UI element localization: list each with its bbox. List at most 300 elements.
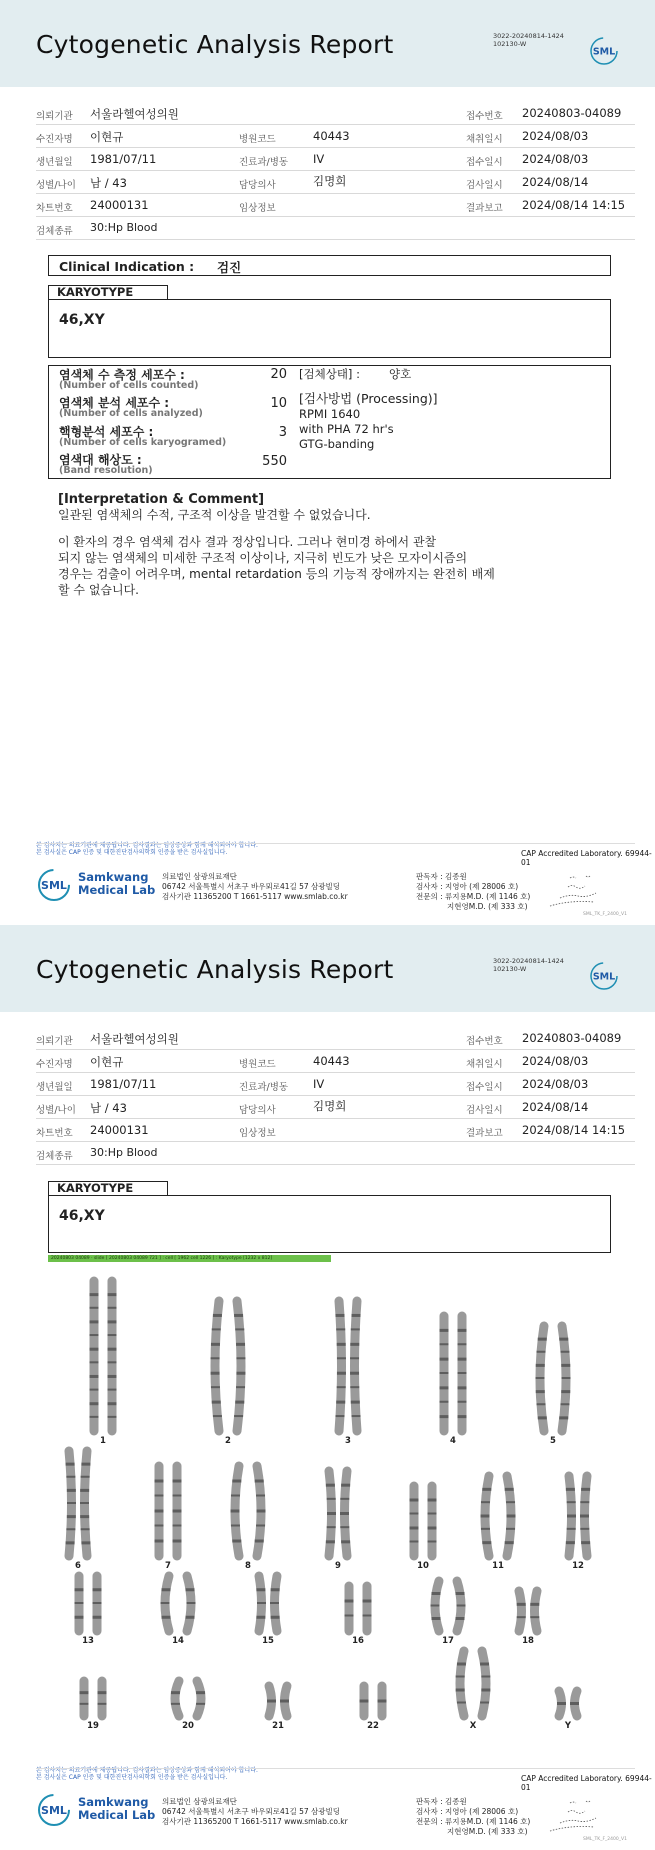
chromosome-band <box>567 1528 576 1530</box>
chromosome-pair-Y <box>557 1691 579 1716</box>
sex-age-label: 성별/나이 <box>36 180 76 191</box>
chromosome-band <box>81 1528 90 1530</box>
footer-divider-2 <box>36 1768 635 1769</box>
form-code: SML_TK_F_2400_V1 <box>583 912 627 917</box>
info-row-2 <box>36 125 635 148</box>
chromosome-band <box>90 1334 99 1336</box>
chromosome-band <box>440 1415 449 1418</box>
clinical-info-label: 임상정보 <box>239 203 276 214</box>
chromosome-band <box>66 1463 75 1466</box>
chromosome-band <box>211 1343 220 1346</box>
chromosome-pair-20 <box>171 1681 205 1716</box>
sex-age-value: 남 / 43 <box>90 1101 127 1115</box>
sml-footer-logo-icon <box>36 867 72 903</box>
interpretation-section <box>58 492 618 598</box>
footer-brand-line-1: Samkwang <box>78 1795 149 1809</box>
chromosome-band <box>562 1377 571 1379</box>
chromosome-band <box>458 1415 467 1418</box>
header-code-2: 102130-W <box>493 40 527 48</box>
processing-line-3: GTG-banding <box>299 437 375 451</box>
chromosome-label-Y: Y <box>564 1721 572 1731</box>
footer-address <box>162 872 348 902</box>
chromosome-band <box>432 1617 441 1620</box>
chromosome-band <box>80 1691 89 1694</box>
chromosome-label-14: 14 <box>172 1636 184 1646</box>
chromosome-band <box>530 1616 539 1618</box>
signature-icon <box>540 1797 620 1837</box>
chromosome-pair-12 <box>566 1476 590 1556</box>
header-code-1: 3022-20240814-1424 <box>493 957 564 965</box>
chromosome-band <box>340 1526 349 1528</box>
chromosome-pair-6 <box>66 1451 91 1556</box>
cap-accreditation-2: CAP Accredited Laboratory. 69944-01 <box>521 1774 652 1792</box>
chromosome-pair-8 <box>231 1466 266 1556</box>
chromosome-band <box>108 1334 117 1336</box>
dob-label: 생년월일 <box>36 1082 73 1093</box>
chromosome-band <box>457 1605 466 1607</box>
chromosome-band <box>561 1351 570 1353</box>
footer-staff <box>416 872 530 912</box>
chromosome-label-7: 7 <box>165 1561 171 1571</box>
band-resolution-value: 550 <box>262 454 287 469</box>
header-code-1: 3022-20240814-1424 <box>493 32 564 40</box>
chromosome-label-X: X <box>469 1721 477 1731</box>
chromosome-band <box>75 1602 84 1604</box>
chromosome-band <box>211 1372 220 1375</box>
footer-staff-specialist-1: 전문의 : 류지용M.D. (제 1146 호) <box>416 1817 531 1826</box>
chromosome-pair-11 <box>481 1476 516 1556</box>
chromosome-band <box>161 1602 170 1604</box>
footer-address-line-3: 검사기관 11365200 T 1661-5117 www.smlab.co.kr <box>162 892 348 901</box>
sml-logo-text: SML <box>592 46 616 58</box>
chromosome-band <box>536 1390 545 1393</box>
chromosome-band <box>506 1501 515 1503</box>
cells-karyogramed-ko: 핵형분석 세포수 : <box>59 425 154 439</box>
chromosome-band <box>570 1702 579 1705</box>
chromosome-band <box>108 1320 117 1323</box>
processing-line-1: RPMI 1640 <box>299 407 361 421</box>
chromosome-band <box>108 1307 117 1309</box>
receipt-no-value: 20240803-04089 <box>522 106 622 120</box>
interpretation-comment-line-1: 이 환자의 경우 염색체 검사 결과 정상입니다. 그러나 현미경 하에서 관찰 <box>58 535 437 549</box>
chromosome-band <box>432 1592 441 1595</box>
chromosome-band <box>428 1499 437 1502</box>
chromosome-band <box>81 1463 90 1466</box>
patient-name-label: 수진자명 <box>36 1059 73 1070</box>
chromosome-band <box>173 1540 182 1543</box>
chromosome-pair-3 <box>335 1301 360 1431</box>
chromosome-band <box>67 1515 76 1518</box>
hospital-code-value: 40443 <box>313 129 350 143</box>
chromosome-band <box>440 1329 449 1332</box>
doctor-value: 김명희 <box>313 1099 347 1113</box>
report-header-2 <box>0 925 655 1012</box>
footer-staff-tester: 검사자 : 지영아 (제 28006 호) <box>416 882 519 891</box>
chromosome-pair-21 <box>267 1686 289 1716</box>
footer-staff-specialist-2: 지현영M.D. (제 333 호) <box>447 1827 528 1836</box>
chromosome-pair-2 <box>211 1301 246 1431</box>
interpretation-comment-line-2: 되지 않는 염색체의 미세한 구조적 이상이나, 지극히 빈도가 낮은 모자이시즘의 <box>58 551 468 565</box>
chromosome-band <box>212 1401 221 1404</box>
chromosome-pair-13 <box>75 1576 102 1631</box>
chromosome-pair-X <box>456 1651 491 1716</box>
chromosome-band <box>456 1676 465 1678</box>
report-date-label: 결과보고 <box>466 1128 503 1139</box>
chromosome-band <box>566 1541 575 1544</box>
dob-value: 1981/07/11 <box>90 1077 157 1091</box>
chromosome-band <box>235 1328 244 1330</box>
report-date-label: 결과보고 <box>466 203 503 214</box>
chromosome-band <box>352 1314 361 1317</box>
specimen-type-value: 30:Hp Blood <box>90 221 158 234</box>
chromosome-band <box>80 1515 89 1518</box>
chromosome-band <box>257 1602 266 1604</box>
clinical-indication-label: Clinical Indication : <box>59 259 195 274</box>
sml-logo-icon <box>589 961 619 991</box>
specimen-status-value: 양호 <box>389 367 412 381</box>
karyogram-image <box>48 1273 628 1733</box>
chromosome-band <box>506 1528 515 1530</box>
chromosome-band <box>80 1489 89 1492</box>
chart-no-label: 차트번호 <box>36 203 73 214</box>
institution-label: 의뢰기관 <box>36 1036 73 1047</box>
chromosome-band <box>530 1603 539 1606</box>
info-row-1 <box>36 1027 635 1050</box>
collection-date-label: 채취일시 <box>466 134 503 145</box>
chromosome-band <box>232 1540 241 1543</box>
chromosome-band <box>67 1502 76 1504</box>
info-row-1 <box>36 102 635 125</box>
chromosome-band <box>505 1488 514 1491</box>
clinical-indication-box <box>48 255 611 276</box>
chromosome-band <box>187 1602 196 1604</box>
clinical-indication-value: 검진 <box>217 260 242 275</box>
cells-analyzed-label <box>59 397 203 419</box>
karyotype-value-2: 46,XY <box>59 1208 105 1224</box>
footer-note-1: 본 검사지는 의료기관에 제공됩니다. 검사결과는 임상증상과 함께 해석되어야 합니다. <box>36 842 258 849</box>
chromosome-band <box>196 1703 205 1705</box>
chromosome-band <box>580 1515 589 1518</box>
chromosome-pair-9 <box>326 1471 350 1556</box>
karyotype-box <box>48 299 611 358</box>
chromosome-band <box>457 1663 466 1666</box>
chromosome-band <box>155 1480 164 1483</box>
chromosome-X-a <box>460 1651 464 1716</box>
footer-staff-reader: 판독자 : 김종원 <box>416 872 467 881</box>
chromosome-band <box>458 1343 467 1345</box>
footer-brand-2 <box>78 1796 155 1822</box>
chromosome-band <box>566 1488 575 1491</box>
chromosome-band <box>350 1386 359 1388</box>
footer-brand-line-2: Medical Lab <box>78 1808 156 1822</box>
test-date-label: 검사일시 <box>466 180 503 191</box>
chromosome-label-10: 10 <box>417 1561 429 1571</box>
interpretation-comment-line-3: 경우는 검출이 어려우며, mental retardation 등의 기능적 장애까지는 완전히 배제 <box>58 567 495 581</box>
chromosome-band <box>75 1616 84 1619</box>
chromosome-pair-10 <box>410 1486 437 1556</box>
chromosome-band <box>93 1588 102 1591</box>
chromosome-band <box>81 1541 90 1544</box>
cap-accreditation: CAP Accredited Laboratory. 69944-01 <box>521 849 652 867</box>
chromosome-label-2: 2 <box>225 1436 231 1446</box>
chromosome-band <box>66 1476 75 1478</box>
chromosome-label-8: 8 <box>245 1561 251 1571</box>
report-title: Cytogenetic Analysis Report <box>36 30 394 59</box>
chromosome-band <box>90 1416 99 1418</box>
chromosome-band <box>352 1415 361 1417</box>
chromosome-band <box>108 1293 117 1296</box>
chromosome-band <box>155 1510 164 1513</box>
chromosome-band <box>236 1343 245 1346</box>
chromosome-band <box>173 1480 182 1483</box>
chromosome-band <box>171 1703 180 1705</box>
institution-value: 서울라헬여성의원 <box>90 1032 179 1046</box>
footer-note-2: 본 검사실은 CAP 인증 및 대한진단검사의학회 인증을 받은 검사실입니다. <box>36 849 228 856</box>
receive-date-label: 접수일시 <box>466 157 503 168</box>
footer-staff-reader: 판독자 : 김종원 <box>416 1797 467 1806</box>
chromosome-band <box>271 1588 280 1591</box>
chromosome-band <box>232 1480 241 1483</box>
chromosome-label-9: 9 <box>335 1561 341 1571</box>
chromosome-band <box>186 1588 195 1591</box>
chromosome-band <box>255 1540 264 1543</box>
chromosome-band <box>440 1343 449 1345</box>
chromosome-label-18: 18 <box>522 1636 534 1646</box>
band-resolution-label <box>59 454 153 476</box>
chromosome-band <box>410 1541 419 1543</box>
chromosome-band <box>363 1600 372 1603</box>
chromosome-band <box>173 1495 182 1497</box>
chromosome-band <box>561 1364 570 1367</box>
test-date-value: 2024/08/14 <box>522 175 589 189</box>
dob-label: 생년월일 <box>36 157 73 168</box>
chromosome-20-b <box>197 1681 201 1716</box>
chromosome-label-13: 13 <box>82 1636 94 1646</box>
chromosome-band <box>211 1357 220 1359</box>
footer-address-line-2: 06742 서울특별시 서초구 바우뫼로41길 57 삼광빌딩 <box>162 1807 341 1816</box>
chromosome-band <box>66 1541 75 1544</box>
chromosome-band <box>410 1499 419 1502</box>
receive-date-label: 접수일시 <box>466 1082 503 1093</box>
chromosome-18-b <box>535 1591 538 1631</box>
chromosome-band <box>428 1541 437 1543</box>
footer-brand-line-1: Samkwang <box>78 870 149 884</box>
chromosome-band <box>235 1401 244 1404</box>
chart-no-value: 24000131 <box>90 1123 149 1137</box>
chromosome-pair-1 <box>90 1281 117 1431</box>
cells-analyzed-en: (Number of cells analyzed) <box>59 408 203 419</box>
cell-counts-box <box>48 365 611 479</box>
chromosome-band <box>351 1401 360 1404</box>
cells-karyogramed-en: (Number of cells karyogramed) <box>59 437 227 448</box>
chromosome-label-16: 16 <box>352 1636 364 1646</box>
chromosome-label-21: 21 <box>272 1721 284 1731</box>
doctor-label: 담당의사 <box>239 180 276 191</box>
chromosome-band <box>270 1602 279 1604</box>
footer-notes-2 <box>36 1767 436 1781</box>
chromosome-band <box>341 1540 350 1543</box>
info-row-5 <box>36 1119 635 1142</box>
chromosome-band <box>257 1510 266 1513</box>
chromosome-band <box>173 1510 182 1513</box>
chromosome-band <box>98 1691 107 1694</box>
chromosome-band <box>440 1358 449 1361</box>
chromosome-band <box>410 1527 419 1530</box>
chromosome-band <box>108 1389 117 1391</box>
sml-footer-logo-text: SML <box>41 879 67 892</box>
chromosome-18-a <box>519 1591 522 1631</box>
info-row-6 <box>36 1142 635 1165</box>
chromosome-2-b <box>237 1301 241 1431</box>
chromosome-band <box>456 1617 465 1620</box>
test-date-value: 2024/08/14 <box>522 1100 589 1114</box>
chromosome-band <box>482 1488 491 1491</box>
chromosome-band <box>108 1361 117 1363</box>
cells-counted-en: (Number of cells counted) <box>59 380 199 391</box>
chromosome-band <box>256 1525 265 1527</box>
chromosome-band <box>236 1357 245 1359</box>
chromosome-band <box>536 1364 545 1367</box>
chromosome-pair-4 <box>440 1316 467 1431</box>
chart-no-label: 차트번호 <box>36 1128 73 1139</box>
chromosome-band <box>458 1358 467 1361</box>
institution-label: 의뢰기관 <box>36 111 73 122</box>
footer-staff-tester: 검사자 : 지영아 (제 28006 호) <box>416 1807 519 1816</box>
cells-analyzed-value: 10 <box>270 396 287 411</box>
chromosome-band <box>256 1588 265 1591</box>
chromosome-band <box>340 1498 349 1500</box>
chromosome-band <box>337 1343 346 1346</box>
footer-brand <box>78 871 155 897</box>
chromosome-band <box>538 1416 547 1419</box>
chromosome-pair-17 <box>431 1581 466 1631</box>
footer-brand-line-2: Medical Lab <box>78 883 156 897</box>
image-info-strip: 20240803 04089 · slide [ 20240803 04089 721 ] : cell [ 1962 cell 1226 ] : Karyotype [1232 x 812] <box>48 1255 331 1262</box>
chromosome-band <box>458 1372 467 1374</box>
chromosome-band <box>481 1515 490 1518</box>
report-header <box>0 0 655 87</box>
chromosome-band <box>90 1402 99 1405</box>
doctor-label: 담당의사 <box>239 1105 276 1116</box>
chromosome-pair-18 <box>517 1591 540 1631</box>
specimen-type-value: 30:Hp Blood <box>90 1146 158 1159</box>
band-resolution-ko: 염색대 해상도 : <box>59 453 142 467</box>
receipt-no-value: 20240803-04089 <box>522 1031 622 1045</box>
chromosome-band <box>255 1480 264 1483</box>
collection-date-value: 2024/08/03 <box>522 1054 589 1068</box>
chromosome-band <box>93 1602 102 1604</box>
chromosome-band <box>155 1540 164 1543</box>
chromosome-label-15: 15 <box>262 1636 274 1646</box>
collection-date-value: 2024/08/03 <box>522 129 589 143</box>
footer-note-2: 본 검사실은 CAP 인증 및 대한진단검사의학회 인증을 받은 검사실입니다. <box>36 1774 228 1781</box>
header-code-2: 102130-W <box>493 965 527 973</box>
chromosome-band <box>580 1501 589 1503</box>
karyotype-box-2 <box>48 1195 611 1253</box>
chromosome-band <box>108 1375 117 1378</box>
cells-counted-ko: 염색체 수 측정 세포수 : <box>59 368 185 382</box>
header-codes <box>493 32 564 48</box>
patient-name-value: 이현규 <box>90 130 124 144</box>
chromosome-band <box>567 1501 576 1503</box>
chromosome-band <box>236 1372 245 1375</box>
chromosome-band <box>561 1390 570 1393</box>
footer-note-1: 본 검사지는 의료기관에 제공됩니다. 검사결과는 임상증상과 함께 해석되어야 합니다. <box>36 1767 258 1774</box>
processing-line-2: with PHA 72 hr's <box>299 422 394 436</box>
chromosome-band <box>378 1700 387 1703</box>
karyotype-value: 46,XY <box>59 312 105 328</box>
chromosome-label-17: 17 <box>442 1636 454 1646</box>
chromosome-band <box>90 1375 99 1378</box>
chromosome-band <box>456 1689 465 1692</box>
chromosome-band <box>345 1600 354 1603</box>
chromosome-band <box>155 1495 164 1497</box>
chromosome-band <box>440 1386 449 1389</box>
interpretation-title: [Interpretation & Comment] <box>58 492 265 507</box>
chromosome-band <box>458 1329 467 1332</box>
chromosome-band <box>231 1525 240 1527</box>
chromosome-band <box>108 1402 117 1405</box>
chromosome-band <box>537 1403 546 1405</box>
chromosome-band <box>456 1592 465 1595</box>
chromosome-band <box>66 1528 75 1530</box>
chromosome-band <box>481 1528 490 1530</box>
footer-notes <box>36 842 436 856</box>
chromosome-band <box>327 1512 336 1515</box>
chromosome-band <box>90 1293 99 1296</box>
chromosome-2-a <box>215 1301 219 1431</box>
specimen-type-label: 검체종류 <box>36 226 73 237</box>
karyotype-tab-2: KARYOTYPE <box>48 1181 168 1196</box>
footer-staff-specialist-2: 지현영M.D. (제 333 호) <box>447 902 528 911</box>
info-row-3 <box>36 1073 635 1096</box>
receipt-no-label: 접수번호 <box>466 1036 503 1047</box>
footer-staff-2 <box>416 1797 530 1837</box>
patient-name-value: 이현규 <box>90 1055 124 1069</box>
chromosome-band <box>337 1357 346 1359</box>
footer-divider <box>36 843 635 844</box>
info-row-5 <box>36 194 635 217</box>
chromosome-pair-15 <box>256 1576 279 1631</box>
chromosome-band <box>482 1541 491 1544</box>
chromosome-band <box>440 1372 449 1374</box>
chromosome-band <box>517 1616 526 1618</box>
chromosome-label-22: 22 <box>367 1721 379 1731</box>
chromosome-20-a <box>175 1681 179 1716</box>
cells-analyzed-ko: 염색체 분석 세포수 : <box>59 396 170 410</box>
receive-date-value: 2024/08/03 <box>522 152 589 166</box>
chromosome-band <box>505 1541 514 1544</box>
chromosome-X-b <box>482 1651 486 1716</box>
collection-date-label: 채취일시 <box>466 1059 503 1070</box>
sex-age-value: 남 / 43 <box>90 176 127 190</box>
chromosome-band <box>559 1338 568 1341</box>
cells-counted-value: 20 <box>270 367 287 382</box>
chromosome-label-3: 3 <box>345 1436 351 1446</box>
chromosome-label-1: 1 <box>100 1436 106 1446</box>
info-row-3 <box>36 148 635 171</box>
chromosome-band <box>90 1389 99 1391</box>
chromosome-band <box>337 1386 346 1388</box>
info-row-6 <box>36 217 635 240</box>
chromosome-band <box>231 1510 240 1513</box>
chromosome-band <box>360 1700 369 1703</box>
signature-icon <box>540 872 620 912</box>
department-label: 진료과/병동 <box>239 157 289 168</box>
chromosome-band <box>341 1484 350 1487</box>
chromosome-band <box>234 1415 243 1417</box>
chromosome-label-20: 20 <box>182 1721 194 1731</box>
